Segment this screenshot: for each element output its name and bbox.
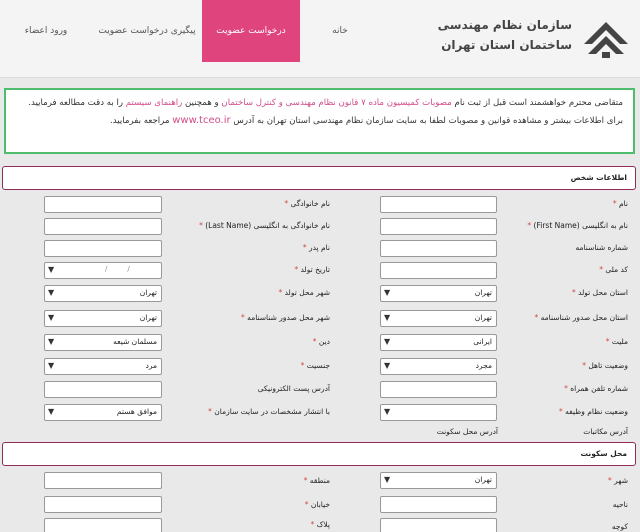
dropdown-arrow-icon: ▼ (384, 288, 391, 297)
religion-label: دین * (312, 337, 330, 346)
id-number-input[interactable] (380, 240, 497, 257)
region-label: منطقه * (303, 476, 330, 485)
plate-label: پلاک * (310, 520, 330, 529)
issue-province-label: استان محل صدور شناسنامه * (534, 313, 628, 322)
birth-province-label: استان محل تولد * (571, 288, 628, 297)
birth-city-select[interactable]: تهران ▼ (44, 285, 162, 302)
religion-select[interactable]: مسلمان شیعه ▼ (44, 334, 162, 351)
dropdown-arrow-icon: ▼ (48, 265, 55, 274)
last-name-en-input[interactable] (44, 218, 162, 235)
system-guide-link[interactable]: راهنمای سیستم (125, 98, 183, 108)
logo-mark-icon (580, 10, 632, 60)
nav-track-request[interactable]: پیگیری درخواست عضویت (98, 26, 196, 36)
issue-city-select[interactable]: تهران ▼ (44, 310, 162, 327)
nav-member-login[interactable]: ورود اعضاء (24, 26, 68, 36)
id-number-label: شماره شناسنامه (575, 243, 628, 252)
gender-select[interactable]: مرد ▼ (44, 358, 162, 375)
publish-consent-label: با انتشار مشخصات در سایت سازمان * (208, 407, 330, 416)
postal-address-label: آدرس مکاتبات (583, 427, 628, 436)
first-name-label: نام * (612, 199, 628, 208)
site-logo[interactable] (437, 10, 632, 60)
street-input[interactable] (44, 496, 162, 513)
alley-input[interactable] (380, 518, 497, 532)
street-label: خیابان * (304, 500, 330, 509)
first-name-en-input[interactable] (380, 218, 497, 235)
national-code-label: کد ملی * (599, 265, 628, 274)
last-name-en-label: نام خانوادگی به انگلیسی (Last Name) * (199, 221, 330, 230)
nav-membership-request[interactable]: درخواست عضویت (202, 0, 300, 62)
email-label: آدرس پست الکترونیکی (257, 384, 330, 393)
notice-text-3: را به دقت مطالعه فرمایید. برای اطلاعات بیشتر و مشاهده قوانین و مصوبات لطفا به سایت سازمان نظام مهندسی استان تهران به آدرس (28, 98, 623, 126)
commission-rules-link[interactable]: مصوبات کمیسیون ماده ۷ قانون نظام مهندسی و کنترل ساختمان (221, 98, 452, 108)
area-input[interactable] (380, 496, 497, 513)
site-header (0, 0, 640, 78)
notice-text-2: و همچنین (185, 98, 219, 108)
nationality-label: ملیت * (605, 337, 628, 346)
area-label: ناحیه (612, 500, 628, 509)
dropdown-arrow-icon: ▼ (48, 337, 55, 346)
publish-consent-select[interactable]: موافق هستم ▼ (44, 404, 162, 421)
military-select[interactable] (380, 404, 497, 421)
first-name-en-label: نام به انگلیسی (First Name) * (527, 221, 628, 230)
issue-city-label: شهر محل صدور شناسنامه * (241, 313, 330, 322)
birth-date-label: تاریخ تولد * (294, 265, 330, 274)
residence-city-select[interactable]: تهران ▼ (380, 472, 497, 489)
dropdown-arrow-icon: ▼ (48, 361, 55, 370)
gender-label: جنسیت * (300, 361, 330, 370)
birth-date-picker[interactable] (44, 262, 162, 279)
registration-notice (4, 88, 635, 154)
nationality-select[interactable]: ایرانی ▼ (380, 334, 497, 351)
dropdown-arrow-icon: ▼ (384, 407, 391, 416)
plate-input[interactable] (44, 518, 162, 532)
father-name-input[interactable] (44, 240, 162, 257)
region-input[interactable] (44, 472, 162, 489)
email-input[interactable] (44, 381, 162, 398)
mobile-label: شماره تلفن همراه * (564, 384, 628, 393)
birth-city-label: شهر محل تولد * (278, 288, 330, 297)
notice-text-4: مراجعه بفرمایید. (110, 116, 170, 126)
nav-home[interactable]: خانه (332, 26, 348, 36)
dropdown-arrow-icon: ▼ (384, 361, 391, 370)
issue-province-select[interactable]: تهران ▼ (380, 310, 497, 327)
alley-label: کوچه (611, 522, 628, 531)
dropdown-arrow-icon: ▼ (384, 313, 391, 322)
notice-text-1: متقاضی محترم خواهشمند است قبل از ثبت نام (454, 98, 623, 108)
dropdown-arrow-icon: ▼ (384, 475, 391, 484)
dropdown-arrow-icon: ▼ (48, 407, 55, 416)
personal-info-header: اطلاعات شخص (2, 166, 636, 190)
date-separators: // (105, 265, 150, 273)
postal-address-value: آدرس محل سکونت (436, 427, 498, 436)
marital-select[interactable]: مجرد ▼ (380, 358, 497, 375)
last-name-input[interactable] (44, 196, 162, 213)
marital-label: وضعیت تاهل * (582, 361, 628, 370)
father-name-label: نام پدر * (302, 243, 330, 252)
logo-line-2: ساختمان استان تهران (441, 38, 572, 52)
last-name-label: نام خانوادگی * (284, 199, 330, 208)
national-code-input[interactable] (380, 262, 497, 279)
logo-line-1: سازمان نظام مهندسی (437, 18, 572, 32)
first-name-input[interactable] (380, 196, 497, 213)
residence-header: محل سکونت (2, 442, 636, 466)
military-label: وضعیت نظام وظیفه * (559, 407, 628, 416)
dropdown-arrow-icon: ▼ (48, 313, 55, 322)
dropdown-arrow-icon: ▼ (384, 337, 391, 346)
website-link[interactable]: www.tceo.ir (172, 115, 231, 126)
dropdown-arrow-icon: ▼ (48, 288, 55, 297)
mobile-input[interactable] (380, 381, 497, 398)
birth-province-select[interactable]: تهران ▼ (380, 285, 497, 302)
residence-city-label: شهر * (607, 476, 628, 485)
